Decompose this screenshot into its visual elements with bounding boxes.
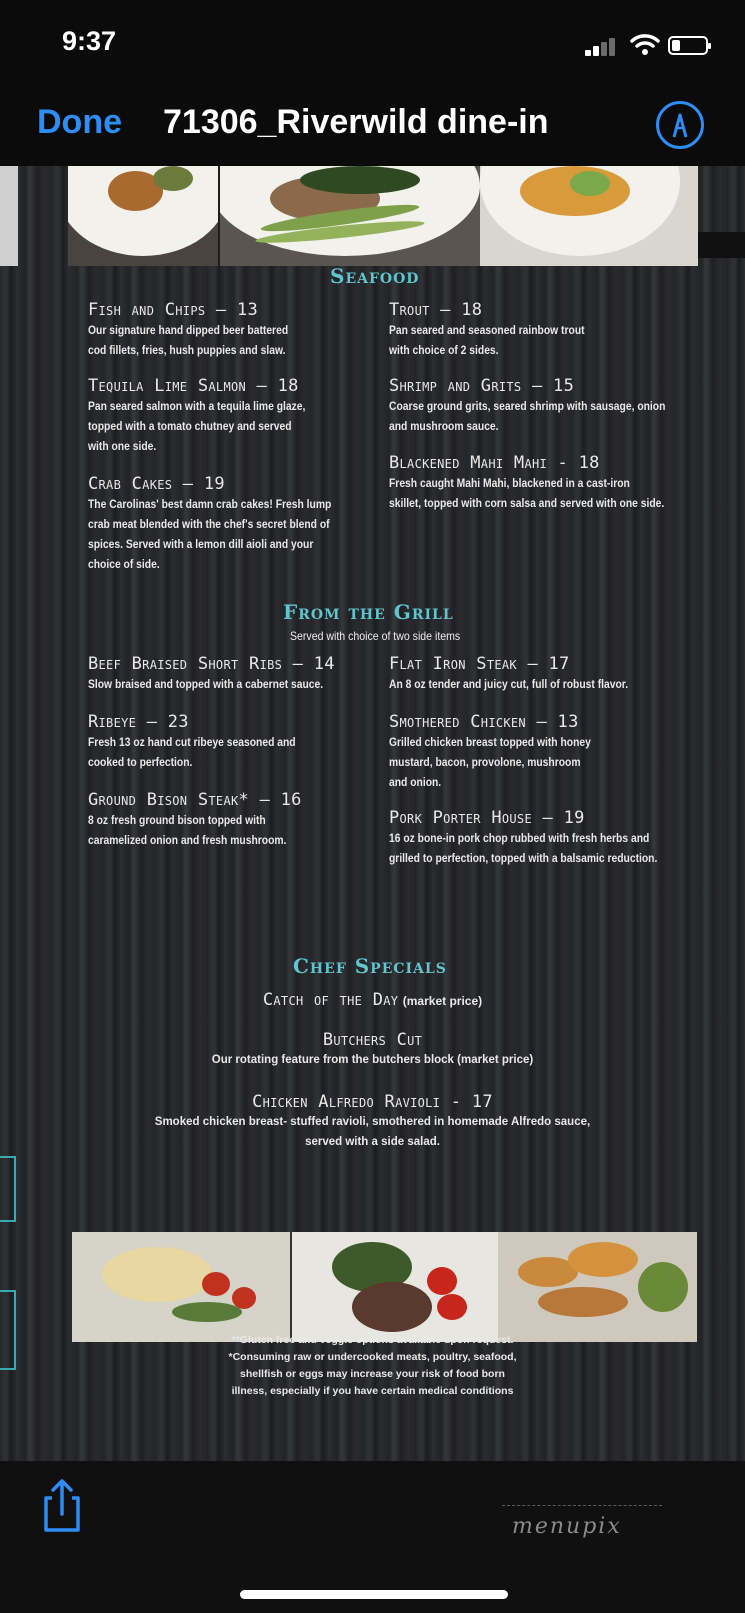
menu-item: Smothered Chicken – 13 Grilled chicken breast topped with honey mustard, bacon, provolone, mushroom and onion. xyxy=(389,712,591,789)
menu-item: Tequila Lime Salmon – 18 Pan seared salmon with a tequila lime glaze, topped with a tomato chutney and served with one side. xyxy=(88,376,306,453)
food-photo-grilled-chicken xyxy=(68,166,218,266)
section-title-seafood: Seafood xyxy=(330,264,420,288)
menu-item: Chicken Alfredo Ravioli - 17 Smoked chicken breast- stuffed ravioli, smothered in homemade Alfredo sauce, served with a side salad. xyxy=(154,1092,591,1148)
markup-button[interactable] xyxy=(656,101,704,149)
menu-item: Blackened Mahi Mahi - 18 Fresh caught Mahi Mahi, blackened in a cast-iron skillet, topped with corn salsa and served with one side. xyxy=(389,453,665,510)
menu-item: Trout – 18 Pan seared and seasoned rainbow trout with choice of 2 sides. xyxy=(389,300,585,357)
menu-item: Butchers Cut Our rotating feature from the butchers block (market price) xyxy=(211,1030,534,1066)
section-title-grill: From the Grill xyxy=(283,600,454,624)
food-photo-fried-shrimp xyxy=(498,1232,697,1342)
cellular-signal-icon xyxy=(585,36,621,56)
food-photo-shrimp-sauce xyxy=(480,166,698,266)
menu-item: Flat Iron Steak – 17 An 8 oz tender and juicy cut, full of robust flavor. xyxy=(389,654,629,691)
markup-pen-icon xyxy=(659,104,701,146)
wifi-icon xyxy=(630,32,660,56)
menu-item: Ground Bison Steak* – 16 8 oz fresh ground bison topped with caramelized onion and fresh mushroom. xyxy=(88,790,302,847)
share-button[interactable] xyxy=(38,1476,86,1536)
section-title-chef-specials: Chef Specials xyxy=(293,954,447,978)
section-subtitle-grill: Served with choice of two side items xyxy=(290,629,461,643)
photo-strip-edge xyxy=(697,232,745,258)
battery-icon xyxy=(668,36,708,55)
food-photo-steak-tomatoes xyxy=(292,1232,498,1342)
menu-item: Fish and Chips – 13 Our signature hand dipped beer battered cod fillets, fries, hush puppies and slaw. xyxy=(88,300,289,357)
menu-item: Shrimp and Grits – 15 Coarse ground grits, seared shrimp with sausage, onion and mushroom sauce. xyxy=(389,376,666,433)
status-bar xyxy=(0,0,745,90)
menu-item: Ribeye – 23 Fresh 13 oz hand cut ribeye seasoned and cooked to perfection. xyxy=(88,712,296,769)
status-time: 9:37 xyxy=(62,26,117,56)
food-photo-fish-cream-sauce xyxy=(72,1232,290,1342)
menu-document[interactable] xyxy=(0,166,745,1461)
allergy-notes: **Gluten free and veggie options available upon request. *Consuming raw or undercooked meats, poultry, seafood, shellfish or eggs may increase your risk of food born illness, especially if you have certain medical conditions xyxy=(228,1334,517,1397)
done-button[interactable]: Done xyxy=(37,103,122,141)
document-title: 71306_Riverwild dine-in xyxy=(163,103,549,141)
menu-item: Beef Braised Short Ribs – 14 Slow braised and topped with a cabernet sauce. xyxy=(88,654,335,691)
menu-item: Pork Porter House – 19 16 oz bone-in pork chop rubbed with fresh herbs and grilled to perfection, topped with a balsamic reduction. xyxy=(389,808,658,865)
share-icon xyxy=(38,1476,86,1536)
menu-item: Catch of the Day (market price) xyxy=(262,990,483,1010)
previous-page-edge xyxy=(0,1156,16,1222)
home-indicator[interactable] xyxy=(240,1590,508,1599)
food-photo-salmon-asparagus xyxy=(220,166,480,266)
menu-item: Crab Cakes – 19 The Carolinas' best damn crab cakes! Fresh lump crab meat blended with the chef's secret blend of spices. Served with a lemon dill aioli and your choice of side. xyxy=(88,474,332,571)
menupix-watermark: menupix xyxy=(502,1505,662,1549)
previous-page-edge xyxy=(0,166,18,266)
